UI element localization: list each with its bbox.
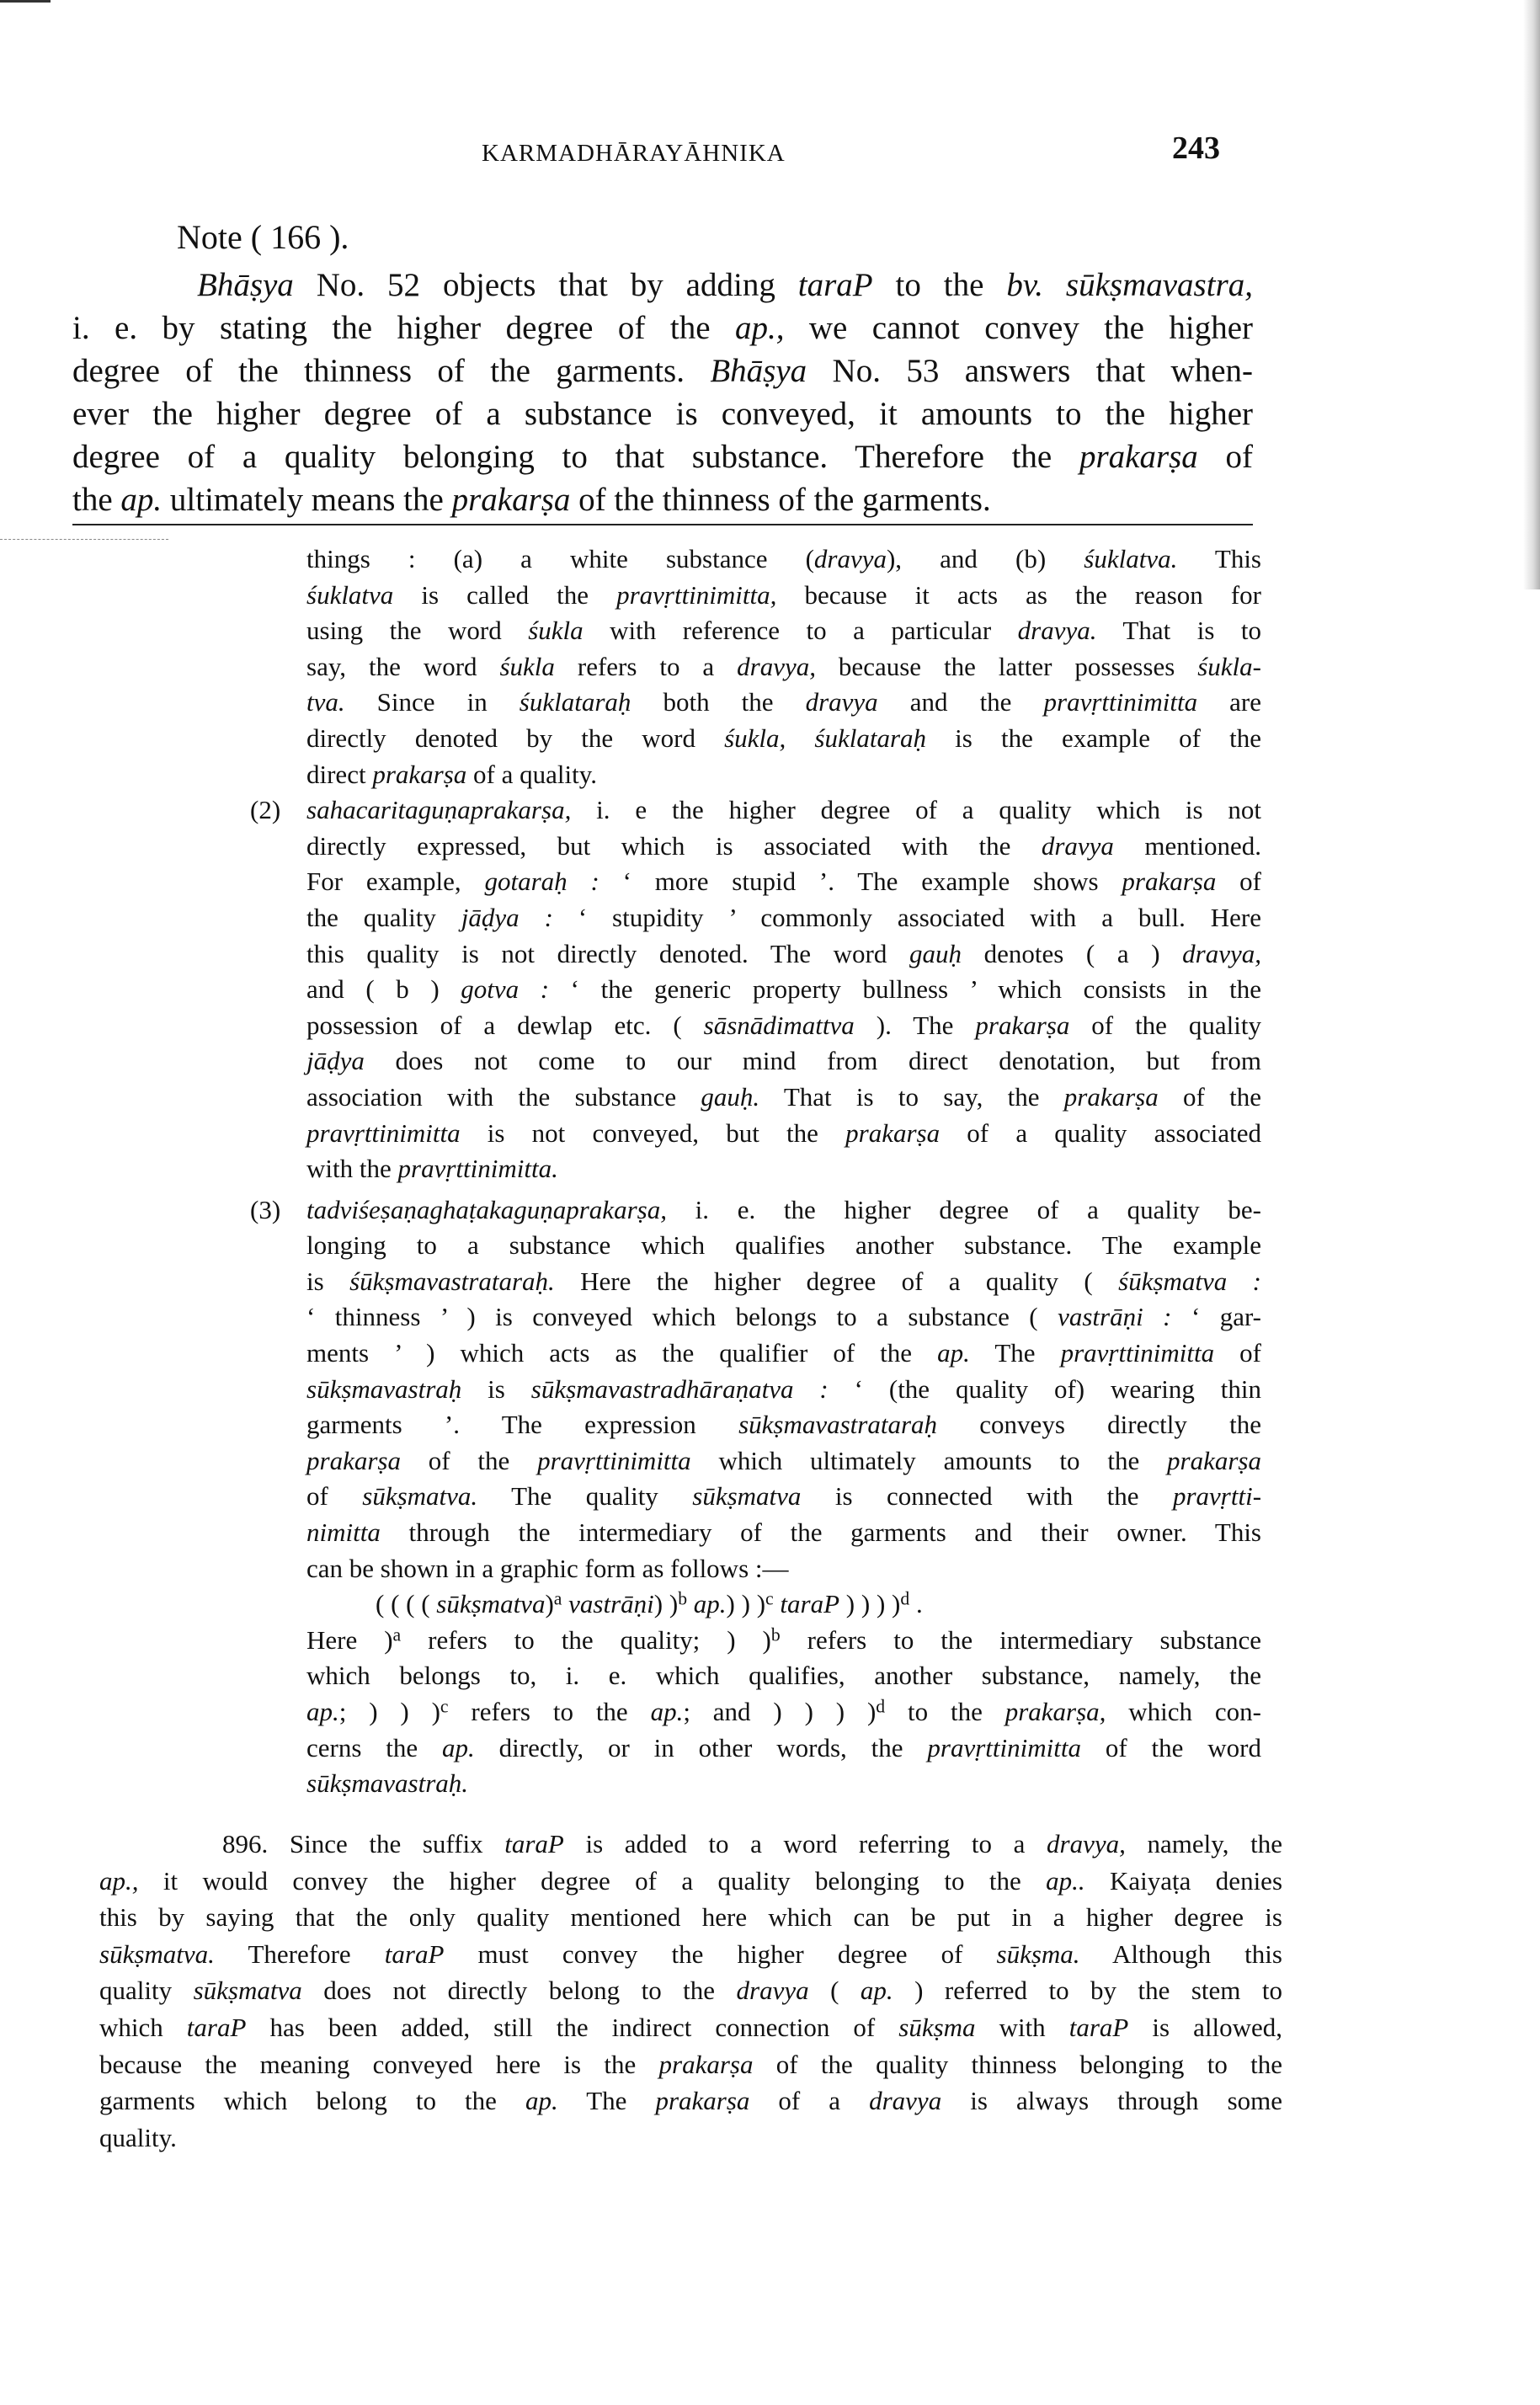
text-segment: which (99, 2012, 187, 2042)
italic-term: prakarṣa (451, 482, 571, 518)
text-line (72, 392, 1253, 435)
text-line (306, 1586, 1261, 1623)
text-segment: does not come to our mind from direct denotation, but from (364, 1046, 1261, 1076)
text-line (306, 1264, 1261, 1300)
italic-term: dravya (1041, 830, 1114, 861)
text-segment: of (1214, 1338, 1261, 1368)
running-header: KARMADHĀRAYĀHNIKA (482, 140, 786, 167)
text-segment: is allowed, (1128, 2012, 1282, 2042)
text-line (306, 1730, 1261, 1767)
text-segment: ‘ more stupid ’. The example shows (599, 867, 1122, 897)
text-segment: longing to a substance which qualifies another substance. The example (306, 1230, 1261, 1261)
text-line (306, 1336, 1261, 1372)
text-segment: is (461, 1373, 531, 1404)
text-segment: directly denoted by the word (306, 723, 725, 753)
text-line (306, 1043, 1261, 1080)
text-line (306, 1116, 1261, 1152)
text-segment: The (969, 1338, 1061, 1368)
italic-term: jāḍya : (461, 902, 553, 932)
text-segment: of the (400, 1445, 538, 1475)
text-segment: this by saying that the only quality mentioned here which can be put in a higher degree is (99, 1902, 1282, 1933)
text-segment: of (1197, 439, 1253, 475)
text-line (306, 541, 1261, 578)
text-line (306, 1080, 1261, 1116)
italic-term: prakarṣa (1122, 867, 1217, 897)
italic-term: sūkṣmatva (436, 1589, 546, 1619)
text-segment: of the thinness of the garments. (570, 482, 991, 518)
italic-term: gotaraḥ : (484, 867, 599, 897)
text-line (306, 649, 1261, 685)
text-line (72, 478, 1253, 521)
text-segment: is connected with the (801, 1481, 1173, 1512)
italic-term: prakarṣa (306, 1445, 401, 1475)
text-segment: is always through some (941, 2086, 1282, 2116)
italic-term: pravṛttinimitta (306, 1117, 461, 1148)
italic-term: prakarṣa, (1004, 1697, 1106, 1726)
italic-term: prakarṣa (1079, 439, 1198, 475)
italic-term: pravṛttinimitta (1043, 687, 1198, 717)
text-segment: refers to a (554, 651, 738, 681)
text-segment: which belongs to, i. e. which qualifies, another substance, namely, the (306, 1661, 1261, 1691)
text-segment: The quality (477, 1481, 693, 1512)
italic-term: ap. (693, 1589, 727, 1619)
italic-term: taraP (186, 2012, 247, 2042)
italic-term: Bhāṣya (197, 267, 294, 303)
text-segment: does not directly belong to the (301, 1976, 737, 2006)
text-segment: the quality (306, 902, 461, 932)
italic-term: sūkṣmatva. (362, 1481, 478, 1512)
text-line (306, 1228, 1261, 1264)
text-segment: of the quality thinness belonging to the (753, 2049, 1282, 2079)
text-segment: garments which belong to the (99, 2086, 525, 2116)
text-line (306, 1299, 1261, 1336)
text-segment: cerns the (306, 1732, 443, 1762)
italic-term: pravṛttinimitta (927, 1732, 1081, 1762)
footnote-divider-dashed (0, 539, 168, 540)
text-line (306, 685, 1261, 721)
italic-term: prakarṣa (1167, 1445, 1261, 1475)
text-line (306, 1694, 1261, 1730)
text-segment: say, the word (306, 651, 500, 681)
italic-term: ap. (860, 1976, 893, 2006)
italic-term: tva. (306, 687, 345, 717)
text-segment: is (306, 1266, 350, 1296)
italic-term: taraP (384, 1938, 445, 1969)
text-segment: which ultimately amounts to the (690, 1445, 1168, 1475)
footnote-item (250, 1192, 1262, 1802)
text-segment: i. e. by stating the higher degree of the (72, 310, 735, 346)
text-segment: ultimately means the (162, 482, 452, 518)
superscript: a (392, 1624, 402, 1645)
superscript: d (876, 1696, 886, 1717)
italic-term: ap., (734, 310, 785, 346)
text-segment: mentioned. (1113, 830, 1261, 861)
text-segment: namely, the (1125, 1829, 1282, 1858)
text-segment: Therefore (214, 1938, 385, 1969)
text-line (99, 2009, 1282, 2046)
italic-term: śūkṣmatva : (1118, 1266, 1261, 1296)
italic-term: ap. (525, 2086, 558, 2116)
text-segment: because it acts as the reason for (776, 579, 1261, 610)
italic-term: sūkṣmatva (692, 1481, 802, 1512)
superscript: a (553, 1588, 562, 1609)
italic-term: dravya (813, 544, 887, 573)
superscript: c (440, 1696, 449, 1717)
italic-term: taraP (797, 267, 873, 303)
text-segment: must convey the higher degree of (444, 1938, 997, 1969)
footnote-divider (72, 524, 1253, 525)
scan-edge-mark (0, 0, 51, 3)
text-segment: is called the (393, 579, 617, 610)
text-segment: association with the substance (306, 1081, 701, 1112)
italic-term: Bhāṣya (710, 353, 807, 389)
text-segment: denotes ( a ) (961, 938, 1183, 968)
text-segment: For example, (306, 867, 485, 897)
text-segment: degree of a quality belonging to that substance. Therefore the (72, 439, 1079, 475)
text-segment: direct (306, 759, 373, 789)
footnote-marker: (3) (250, 1194, 281, 1224)
text-segment: is added to a word referring to a (563, 1829, 1047, 1858)
text-line (99, 2082, 1282, 2120)
text-line (306, 613, 1261, 649)
text-segment: i. e. the higher degree of a quality be- (666, 1194, 1261, 1224)
italic-term: sahacaritaguṇaprakarṣa, (306, 795, 572, 825)
text-segment: because the latter possesses (815, 651, 1198, 681)
text-line (306, 1658, 1261, 1694)
text-segment: ‘ (the quality of) wearing thin (828, 1373, 1261, 1404)
text-segment (562, 1589, 568, 1618)
text-segment: Here the higher degree of a quality ( (554, 1266, 1119, 1296)
text-segment: Although this (1079, 1938, 1282, 1969)
text-segment: This (1177, 544, 1261, 573)
text-line (99, 1972, 1282, 2009)
italic-term: śuklataraḥ (519, 687, 631, 717)
text-line (72, 349, 1253, 392)
italic-term: nimitta (306, 1517, 381, 1548)
text-segment: of the word (1080, 1732, 1262, 1762)
italic-term: dravya, (1182, 938, 1261, 968)
text-segment: things : (a) a white substance ( (306, 544, 814, 573)
italic-term: prakarṣa (658, 2049, 754, 2079)
text-segment: using the word (306, 616, 529, 646)
italic-term: śuklatva. (1084, 544, 1178, 573)
italic-term: ap. (650, 1697, 684, 1726)
text-segment: quality (99, 1976, 194, 2006)
italic-term: dravya (805, 687, 878, 717)
italic-term: vastrāṇi : (1058, 1302, 1172, 1332)
text-segment: with (975, 2012, 1069, 2042)
italic-term: tadviśeṣaṇaghaṭakaguṇaprakarṣa, (306, 1194, 667, 1224)
italic-term: ap. (120, 482, 163, 518)
text-line (306, 1008, 1261, 1044)
text-segment: quality. (99, 2122, 177, 2152)
text-segment: Here ) (306, 1624, 393, 1655)
text-segment: of the (1158, 1081, 1261, 1112)
italic-term: prakarṣa (975, 1010, 1070, 1040)
text-segment: and ( b ) (306, 974, 461, 1005)
text-segment: Since in (344, 687, 520, 717)
italic-term: sūkṣmavastraḥ. (306, 1768, 469, 1799)
text-segment: garments ’. The expression (306, 1410, 739, 1440)
text-segment: possession of a dewlap etc. ( (306, 1010, 704, 1040)
text-line (306, 864, 1261, 900)
italic-term: pravṛtti- (1172, 1481, 1262, 1512)
scan-page-edge (1523, 0, 1540, 589)
text-line (306, 1479, 1261, 1515)
text-segment: No. 53 answers that when- (807, 353, 1254, 389)
italic-term: prakarṣa (655, 2086, 750, 2116)
text-segment: directly expressed, but which is associated with the (306, 830, 1042, 861)
text-segment: 896. Since the suffix (222, 1829, 505, 1858)
superscript: b (770, 1624, 781, 1645)
text-segment: of (1216, 867, 1262, 897)
italic-term: śuklatva (306, 579, 394, 610)
text-segment: refers to the intermediary substance (780, 1624, 1261, 1655)
italic-term: śukla (499, 651, 555, 681)
text-segment: That is to say, the (759, 1081, 1064, 1112)
text-line (306, 1192, 1261, 1229)
text-line (306, 792, 1261, 829)
superscript: d (900, 1588, 910, 1609)
italic-term: pravṛttinimitta. (397, 1154, 558, 1184)
text-segment: of (306, 1481, 363, 1512)
text-line (306, 1515, 1261, 1551)
text-segment: of a quality. (466, 759, 597, 789)
text-segment: ‘ stupidity ’ commonly associated with a bull. Here (552, 902, 1261, 932)
text-line (306, 829, 1261, 865)
text-segment: ). The (854, 1010, 976, 1040)
text-line (306, 1372, 1261, 1408)
text-segment: which con- (1106, 1697, 1261, 1726)
italic-term: pravṛttinimitta, (616, 579, 777, 610)
italic-term: sūkṣma. (996, 1938, 1080, 1969)
italic-term: sūkṣmavastrataraḥ (738, 1410, 938, 1440)
text-segment: of a quality associated (940, 1117, 1261, 1148)
text-segment: Kaiyaṭa denies (1084, 1865, 1283, 1896)
text-line (306, 972, 1261, 1008)
text-line (306, 936, 1261, 973)
text-segment: ( (808, 1976, 861, 2006)
text-line (306, 1151, 1261, 1187)
text-line (306, 757, 1261, 793)
text-segment: The (557, 2086, 656, 2116)
text-segment: That is to (1096, 616, 1261, 646)
footnote-item (250, 792, 1262, 1187)
italic-term: sūkṣma (898, 2012, 976, 2042)
text-line (72, 307, 1253, 349)
text-segment: can be shown in a graphic form as follows :— (306, 1553, 789, 1583)
italic-term: jāḍya (306, 1046, 365, 1076)
italic-term: prakarṣa (845, 1117, 941, 1148)
text-line (306, 1766, 1261, 1802)
text-segment: ‘ the generic property bullness ’ which consists in the (549, 974, 1261, 1005)
text-segment: is not conveyed, but the (460, 1117, 846, 1148)
text-segment: i. e the higher degree of a quality which is not (571, 795, 1261, 825)
italic-term: dravya, (737, 651, 816, 681)
text-segment: is the example of the (926, 723, 1261, 753)
text-line (99, 1936, 1282, 1973)
text-line (99, 2046, 1282, 2083)
italic-term: bv. sūkṣmavastra, (1006, 267, 1253, 303)
text-line (306, 1407, 1261, 1443)
italic-term: pravṛttinimitta (537, 1445, 691, 1475)
footnote-marker: (2) (250, 795, 281, 825)
italic-term: dravya. (1017, 616, 1097, 646)
text-segment: this quality is not directly denoted. The word (306, 938, 909, 968)
italic-term: ap.. (1046, 1865, 1085, 1896)
text-segment: we cannot convey the higher (784, 310, 1253, 346)
footnote-item (306, 541, 1261, 792)
section-896 (99, 1826, 1282, 2156)
italic-term: dravya, (1047, 1829, 1126, 1858)
text-line (306, 578, 1261, 614)
italic-term: taraP (1068, 2012, 1129, 2042)
text-segment: it would convey the higher degree of a quality belonging to the (138, 1865, 1047, 1896)
text-line (72, 264, 1253, 307)
text-line (306, 721, 1261, 757)
text-segment: ) ) ) (726, 1589, 766, 1619)
text-segment: of a (749, 2086, 870, 2116)
text-segment: No. 52 objects that by adding (293, 267, 798, 303)
text-segment: the (72, 482, 121, 518)
text-segment: ) (545, 1589, 554, 1619)
text-segment: ; ) ) ) (338, 1697, 440, 1726)
italic-term: śukla- (1197, 651, 1261, 681)
italic-term: gotva : (461, 974, 550, 1005)
text-segment: are (1197, 687, 1261, 717)
text-line (306, 900, 1261, 936)
note-label: Note ( 166 ). (177, 218, 349, 256)
italic-term: dravya (869, 2086, 942, 2116)
italic-term: sūkṣmatva. (99, 1938, 215, 1969)
text-segment: ( ( ( ( (376, 1589, 437, 1619)
italic-term: vastrāṇi (568, 1589, 654, 1619)
footnotes (250, 541, 1262, 1802)
text-segment: and the (877, 687, 1044, 717)
text-segment: conveys directly the (937, 1410, 1261, 1440)
text-segment: ) referred to by the stem to (893, 1976, 1282, 2006)
italic-term: gauḥ. (701, 1081, 760, 1112)
text-line (99, 2120, 1282, 2157)
text-segment: ) ) (653, 1589, 679, 1619)
text-line (99, 1863, 1282, 1900)
text-segment: . (909, 1589, 923, 1619)
text-segment: directly, or in other words, the (474, 1732, 928, 1762)
text-segment: both the (631, 687, 806, 717)
text-segment: ), and (b) (886, 544, 1084, 573)
italic-term: taraP (504, 1829, 564, 1858)
italic-term: prakarṣa (1063, 1081, 1159, 1112)
text-segment: ) ) ) ) (839, 1589, 901, 1619)
text-segment: to the (885, 1697, 1005, 1726)
text-segment: with reference to a particular (583, 616, 1018, 646)
text-segment: refers to the (448, 1697, 651, 1726)
italic-term: ap. (937, 1338, 970, 1368)
text-segment: with the (306, 1154, 398, 1184)
italic-term: taraP (780, 1589, 840, 1619)
text-segment: ments ’ ) which acts as the qualifier of the (306, 1338, 938, 1368)
text-segment: ‘ thinness ’ ) is conveyed which belongs to a substance ( (306, 1302, 1058, 1332)
italic-term: śūkṣmavastrataraḥ. (349, 1266, 555, 1296)
text-segment: ‘ gar- (1171, 1302, 1261, 1332)
text-segment: ever the higher degree of a substance is conveyed, it amounts to the higher (72, 396, 1253, 432)
text-line (99, 1826, 1282, 1863)
superscript: b (678, 1588, 688, 1609)
text-segment: ; and ) ) ) ) (683, 1697, 877, 1726)
text-segment (687, 1589, 694, 1618)
italic-term: ap. (442, 1732, 475, 1762)
text-line (306, 1623, 1261, 1659)
text-segment: degree of the thinness of the garments. (72, 353, 711, 389)
italic-term: dravya (736, 1976, 809, 2006)
italic-term: sūkṣmavastradhāraṇatva : (530, 1373, 829, 1404)
italic-term: śukla (528, 616, 583, 646)
superscript: c (765, 1588, 774, 1609)
italic-term: ap., (99, 1865, 139, 1896)
text-segment: of the quality (1069, 1010, 1261, 1040)
page-number: 243 (1172, 131, 1220, 166)
italic-term: śukla, śuklataraḥ (724, 723, 927, 753)
italic-term: sūkṣmatva (193, 1976, 302, 2006)
text-line (306, 1551, 1261, 1587)
italic-term: gauḥ (909, 938, 962, 968)
main-paragraph (72, 264, 1253, 521)
italic-term: sāsnādimattva (703, 1010, 855, 1040)
text-line (72, 435, 1253, 478)
text-segment: to the (872, 267, 1007, 303)
text-line (99, 1899, 1282, 1936)
text-segment: refers to the quality; ) ) (401, 1624, 771, 1655)
italic-term: prakarṣa (372, 759, 467, 789)
italic-term: ap. (306, 1697, 339, 1726)
text-segment: through the intermediary of the garments and their owner. This (380, 1517, 1261, 1548)
text-segment: because the meaning conveyed here is the (99, 2049, 659, 2079)
text-line (306, 1443, 1261, 1480)
italic-term: sūkṣmavastraḥ (306, 1373, 462, 1404)
italic-term: pravṛttinimitta (1060, 1338, 1215, 1368)
text-segment: has been added, still the indirect connection of (246, 2012, 899, 2042)
